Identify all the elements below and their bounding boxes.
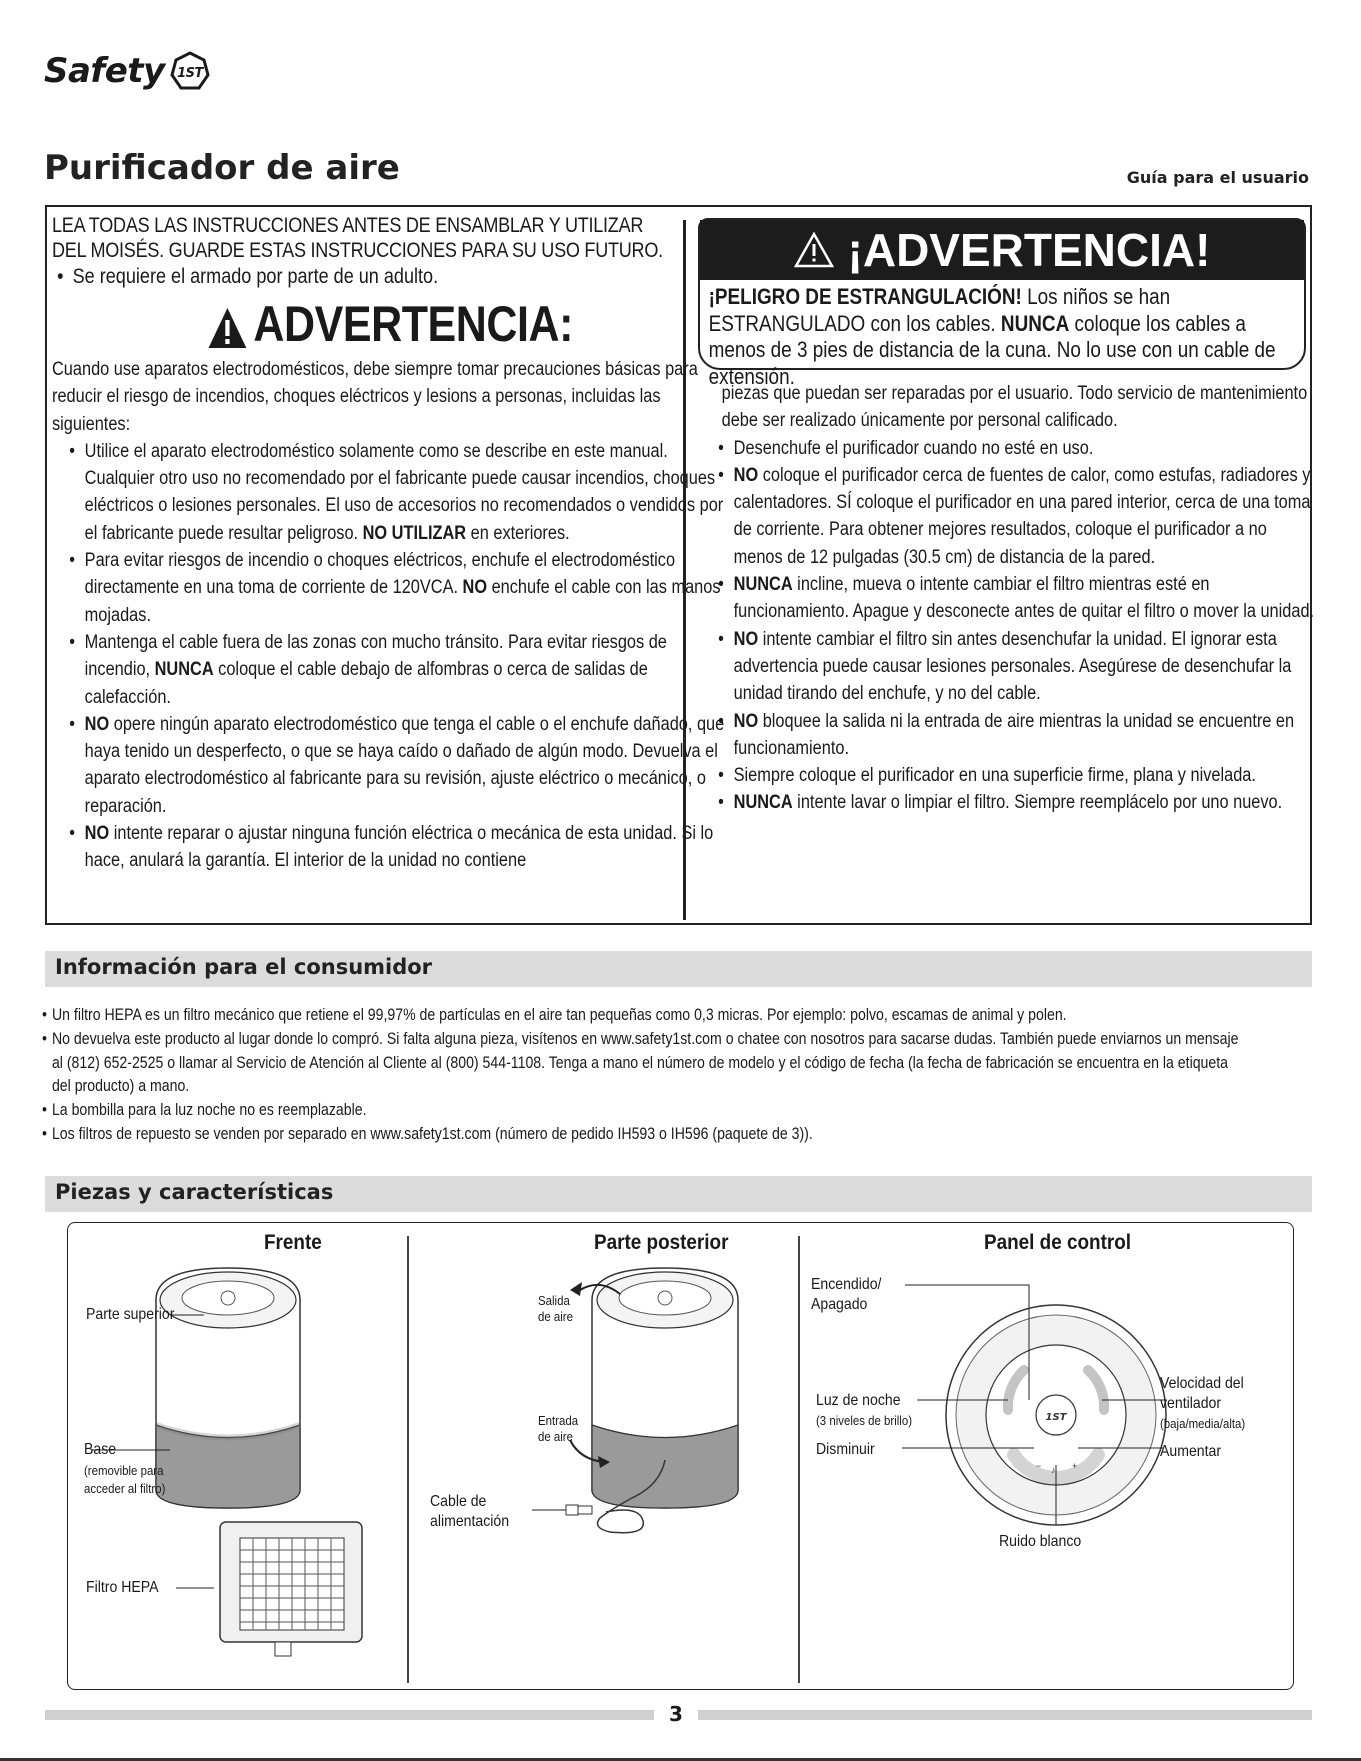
warning-item: • Para evitar riesgos de incendio o choques eléctricos, enchufe el electrodoméstico directamente en una toma de corriente de 120VCA. NO enchufe el cable con las manos mojadas. — [64, 547, 728, 629]
intro-line-1: LEA TODAS LAS INSTRUCCIONES ANTES DE ENSAMBLAR Y UTILIZAR — [52, 214, 644, 237]
label-night-light-note: (3 niveles de brillo) — [816, 1413, 913, 1428]
warning-item: • NUNCA intente lavar o limpiar el filtro. Siempre reemplácelo por uno nuevo. — [713, 789, 1315, 816]
label-outlet-1: Salida — [538, 1293, 570, 1308]
warning-item: • NO intente reparar o ajustar ninguna función eléctrica o mecánica de esta unidad. Si lo hace, anulará la garantía. El interior de la unidad no contiene — [64, 820, 728, 875]
front-title: Frente — [264, 1231, 322, 1254]
parts-title: Piezas y características — [55, 1180, 334, 1204]
warning-item: • NO intente cambiar el filtro sin antes desenchufar la unidad. El ignorar esta advertencia puede causar lesiones personales. Asegúrese de desenchufar la unidad tirando del enchufe, y no del cable. — [713, 626, 1315, 708]
warning-item: • Mantenga el cable fuera de las zonas con mucho tránsito. Para evitar riesgos de incendio, NUNCA coloque el cable debajo de alfombras o cerca de salidas de calefacción. — [64, 629, 728, 711]
brand-name: Safety — [44, 51, 165, 91]
page-subtitle: Guía para el usuario — [1126, 168, 1309, 187]
page-title: Purificador de aire — [44, 148, 400, 188]
panel-logo-text: 1ST — [1045, 1412, 1067, 1423]
warning-item: • Desenchufe el purificador cuando no esté en uso. — [713, 435, 1315, 462]
list-item: • Los filtros de repuesto se venden por separado en www.safety1st.com (número de pedido IH593 o IH596 (paquete de 3)). — [42, 1122, 1246, 1146]
label-base-note-1: (removible para — [84, 1463, 164, 1478]
label-night-light: Luz de noche — [816, 1392, 901, 1409]
list-item: • Un filtro HEPA es un filtro mecánico que retiene el 99,97% de partículas en el aire tan pequeñas como 0,3 micras. Por ejemplo: polvo, escamas de animal y polen. — [42, 1003, 1246, 1027]
purifier-base — [592, 1425, 738, 1508]
label-base-note-2: acceder al filtro) — [84, 1481, 166, 1496]
warning-item: • NO opere ningún aparato electrodoméstico que tenga el cable o el enchufe dañado, que haya tenido un desperfecto, o que se haya caído o dañado de algún modo. Devuelva el aparato electrodoméstico al fabricante para su revisión, ajuste eléctrico o mecánico, o reparación. — [64, 711, 728, 820]
warning-continuation: piezas que puedan ser reparadas por el usuario. Todo servicio de mantenimiento debe ser realizado únicamente por personal calificado. — [721, 383, 1308, 432]
consumer-info-list — [42, 1003, 1246, 1146]
badge-text: 1ST — [176, 66, 203, 81]
advertencia-banner-text: ¡ADVERTENCIA! — [847, 224, 1211, 276]
warning-item: • NUNCA incline, mueva o intente cambiar el filtro mientras esté en funcionamiento. Apague y desconecte antes de quitar el filtro o mover la unidad. — [713, 571, 1315, 626]
warning-item: • NO coloque el purificador cerca de fuentes de calor, como estufas, radiadores y calentadores. SÍ coloque el purificador en una pared interior, cerca de una toma de corriente. Para obtener mejores resultados, coloque el purificador a no menos de 12 pulgadas (30.5 cm) de distancia de la pared. — [713, 462, 1315, 571]
filter-tab — [275, 1642, 291, 1656]
label-power-2: Apagado — [811, 1296, 868, 1313]
warning-item: • Utilice el aparato electrodoméstico solamente como se describe en este manual. Cualquier otro uso no recomendado por el fabricante puede causar incendios, choques eléctricos o lesiones personales. El uso de accesorios no recomendados o vendidos por el fabricante puede resultar peligroso. NO UTILIZAR en exteriores. — [64, 438, 728, 547]
advertencia-heading-text: ADVERTENCIA: — [253, 296, 574, 352]
warning-lead: Cuando use aparatos electrodomésticos, debe siempre tomar precauciones básicas para reducir el riesgo de incendios, choques eléctricos y lesions a personas, incluidas las siguientes: — [52, 359, 698, 435]
svg-text:−: − — [1036, 1461, 1042, 1471]
label-inlet-2: de aire — [538, 1429, 573, 1444]
label-base: Base — [84, 1441, 117, 1458]
warning-item: • NO bloquee la salida ni la entrada de aire mientras la unidad se encuentre en funcionamiento. — [713, 708, 1315, 763]
label-fan-1: Velocidad del — [1160, 1375, 1244, 1392]
list-item: • La bombilla para la luz noche no es reemplazable. — [42, 1098, 1246, 1122]
warning-right-column — [713, 380, 1315, 817]
parts-column-divider — [798, 1236, 800, 1683]
panel-title: Panel de control — [984, 1231, 1132, 1254]
adult-note: • Se requiere el armado por parte de un adulto. — [52, 263, 728, 290]
svg-text:+: + — [1072, 1461, 1078, 1471]
label-fan-note: (baja/media/alta) — [1160, 1416, 1246, 1431]
label-outlet-2: de aire — [538, 1309, 573, 1324]
consumer-info-header — [45, 951, 1312, 987]
page-number: 3 — [654, 1698, 698, 1730]
label-inlet-1: Entrada — [538, 1413, 579, 1428]
consumer-info-title: Información para el consumidor — [55, 955, 433, 979]
label-power-1: Encendido/ — [811, 1276, 882, 1293]
list-item: • No devuelva este producto al lugar donde lo compró. Si falta alguna pieza, visítenos en www.safety1st.com o chatee con nosotros para sacarse dudas. También puede enviarnos un mensaje al (812) 652-2525 o llamar al Servicio de Atención al Cliente al (800) 544-1108. Tenga a mano el número de modelo y el código de fecha (la fecha de fabricación se encuentra en la etiqueta del producto) a mano. — [42, 1027, 1246, 1098]
label-hepa: Filtro HEPA — [86, 1579, 159, 1596]
warning-item: • Siempre coloque el purificador en una superficie firme, plana y nivelada. — [713, 762, 1315, 789]
intro-line-2: DEL MOISÉS. GUARDE ESTAS INSTRUCCIONES PARA SU USO FUTURO. — [52, 239, 663, 262]
label-cord-1: Cable de — [430, 1493, 487, 1510]
parts-header — [45, 1176, 1312, 1212]
control-panel-diagram — [802, 1260, 1292, 1680]
label-white-noise: Ruido blanco — [999, 1533, 1082, 1550]
warning-left-column — [52, 213, 728, 875]
parts-column-divider — [407, 1236, 409, 1683]
label-increase: Aumentar — [1160, 1443, 1222, 1460]
back-diagram — [410, 1260, 795, 1680]
label-top: Parte superior — [86, 1306, 175, 1323]
strangulation-warning — [698, 218, 1306, 389]
plug — [566, 1505, 578, 1515]
brand-logo — [44, 50, 211, 92]
1st-badge-icon — [169, 50, 211, 92]
label-fan-2: ventilador — [1160, 1395, 1222, 1412]
warning-triangle-icon — [794, 232, 834, 268]
label-decrease: Disminuir — [816, 1441, 875, 1458]
strangulation-text: ¡PELIGRO DE ESTRANGULACIÓN! Los niños se han ESTRANGULADO con los cables. NUNCA coloque los cables a menos de 3 pies de distancia de la cuna. No lo use con un cable de extensión. — [708, 284, 1276, 389]
logo-button — [221, 1291, 235, 1305]
warning-triangle-icon — [207, 306, 248, 350]
advertencia-banner — [700, 220, 1304, 280]
label-cord-2: alimentación — [430, 1513, 510, 1530]
advertencia-heading — [52, 294, 728, 354]
back-title: Parte posterior — [594, 1231, 729, 1254]
svg-text:♪: ♪ — [1051, 1465, 1056, 1475]
